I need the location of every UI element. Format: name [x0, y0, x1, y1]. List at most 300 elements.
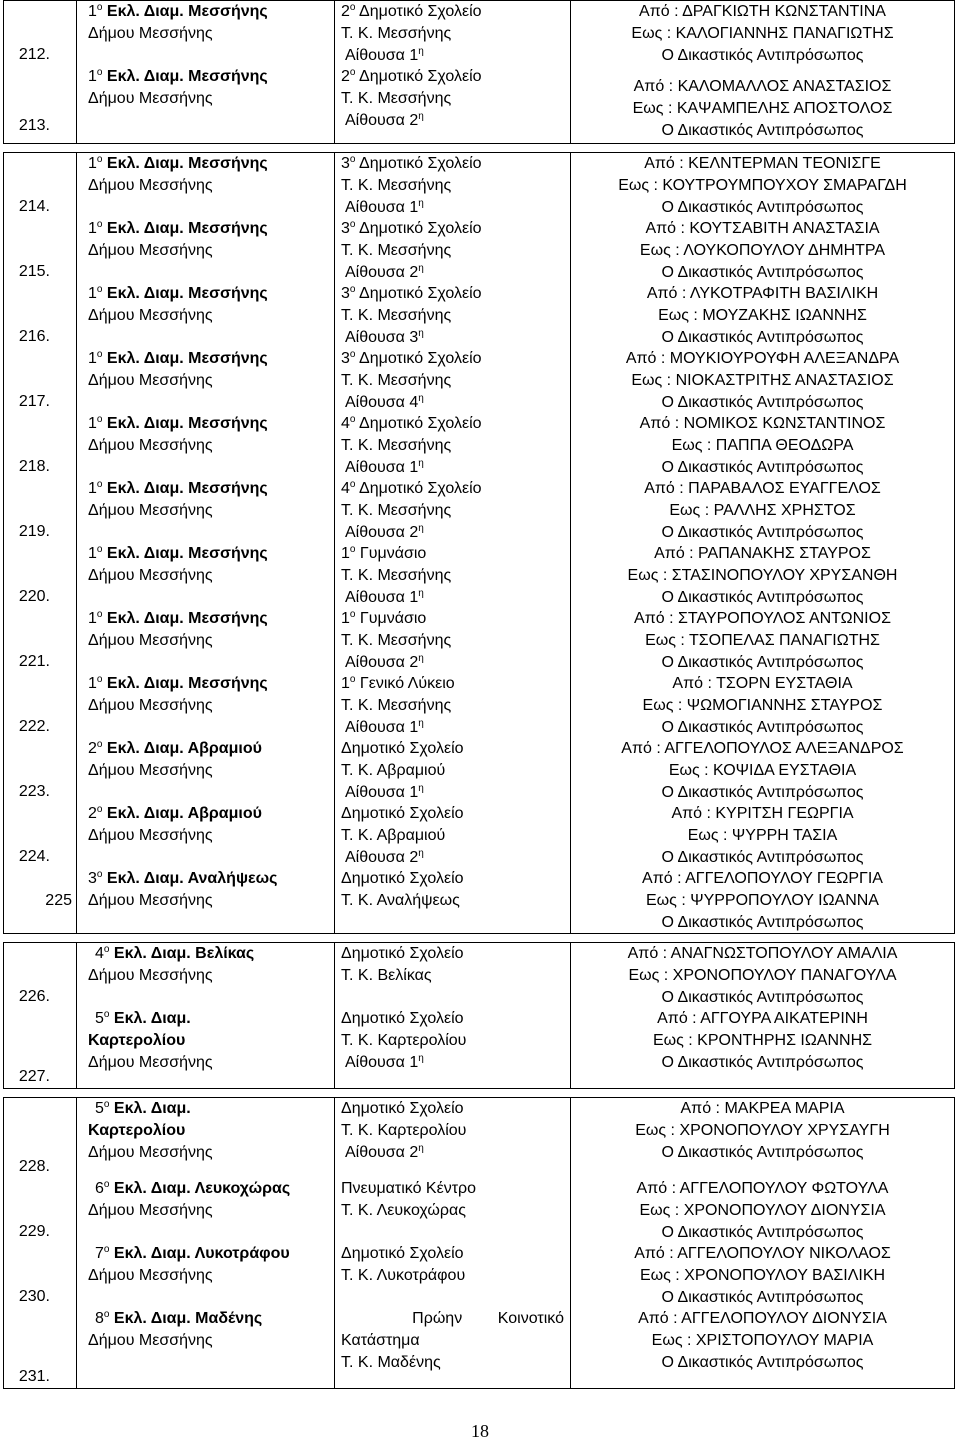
- ordinal-suffix: ο: [96, 544, 103, 555]
- community: Τ. Κ. Μεσσήνης: [341, 632, 452, 649]
- station-name: Εκλ. Διαμ. Μεσσήνης: [102, 610, 268, 627]
- school-name: Δημοτικό Σχολείο: [341, 740, 464, 757]
- station-name: Εκλ. Διαμ. Μεσσήνης: [102, 220, 268, 237]
- location-cell: [335, 1098, 571, 1178]
- station-area: Καρτερολίου: [88, 1122, 186, 1139]
- location-cell: [335, 1, 571, 66]
- location-cell: [335, 66, 571, 143]
- range-to: Εως : ΚΑΛΟΓΙΑΝΝΗΣ ΠΑΝΑΓΙΩΤΗΣ: [631, 25, 894, 42]
- school-name: Γυμνάσιο: [355, 545, 427, 562]
- school-number: 4: [341, 415, 350, 432]
- judicial-representative: Ο Δικαστικός Αντιπρόσωπος: [661, 784, 864, 801]
- ordinal-suffix: ο: [96, 869, 103, 880]
- station-name: Εκλ. Διαμ. Αβραμιού: [102, 805, 262, 822]
- row-number: 230.: [18, 1288, 50, 1305]
- judicial-representative: Ο Δικαστικός Αντιπρόσωπος: [661, 1289, 864, 1306]
- range-to: Εως : ΚΟΨΙΔΑ ΕΥΣΤΑΘΙΑ: [668, 762, 857, 779]
- school-number: 1: [341, 545, 350, 562]
- room-line: [335, 392, 570, 414]
- station-line: [77, 943, 334, 965]
- range-from: Από : ΑΓΓΕΛΟΠΟΥΛΟΥ ΦΩΤΟΥΛΑ: [636, 1180, 889, 1197]
- ordinal-suffix: ο: [349, 544, 356, 555]
- ordinal-suffix: η: [418, 653, 424, 664]
- community: Τ. Κ. Μεσσήνης: [341, 372, 452, 389]
- row-number-cell: [3, 1, 77, 66]
- station-name: Εκλ. Διαμ.: [109, 1010, 191, 1027]
- row-number: 220.: [18, 588, 50, 605]
- voter-range-cell: [571, 283, 955, 348]
- community: Τ. Κ. Μεσσήνης: [341, 502, 452, 519]
- room: Αίθουσα 1: [345, 47, 419, 64]
- page-number: 18: [471, 1421, 489, 1441]
- station-municipality: Δήμου Μεσσήνης: [88, 372, 213, 389]
- community: Κατάστημα: [341, 1332, 420, 1349]
- table-row: [3, 1008, 955, 1088]
- station-line: [77, 673, 334, 695]
- ordinal-suffix: ο: [349, 284, 356, 295]
- station-ordinal: 1: [88, 3, 97, 20]
- station-line: [77, 478, 334, 500]
- ordinal-suffix: ο: [349, 67, 356, 78]
- community: Τ. Κ. Μεσσήνης: [341, 90, 452, 107]
- row-number-cell: [3, 543, 77, 608]
- station-municipality: Δήμου Μεσσήνης: [88, 307, 213, 324]
- row-number: 231.: [18, 1368, 50, 1385]
- school-number: 4: [341, 480, 350, 497]
- ordinal-suffix: η: [418, 111, 424, 122]
- voter-range-cell: [571, 803, 955, 868]
- community: Τ. Κ. Μεσσήνης: [341, 25, 452, 42]
- range-to: Εως : ΠΑΠΠΑ ΘΕΟΔΩΡΑ: [671, 437, 854, 454]
- station-line: [77, 803, 334, 825]
- school-number: 3: [341, 155, 350, 172]
- school-number: 3: [341, 285, 350, 302]
- location-line: [335, 1098, 570, 1120]
- range-to: Εως : ΚΡΟΝΤΗΡΗΣ ΙΩΑΝΝΗΣ: [652, 1032, 873, 1049]
- ordinal-suffix: η: [418, 458, 424, 469]
- ordinal-suffix: ο: [96, 674, 103, 685]
- range-from: Από : ΚΕΛΝΤΕΡΜΑΝ ΤΕΟΝΙΣΓΕ: [644, 155, 881, 172]
- station-ordinal: 1: [88, 415, 97, 432]
- judicial-representative: Ο Δικαστικός Αντιπρόσωπος: [661, 199, 864, 216]
- ordinal-suffix: ο: [103, 1244, 110, 1255]
- row-number: 225: [45, 891, 72, 909]
- room: Αίθουσα 1: [345, 1054, 419, 1071]
- voter-range-cell: [571, 1308, 955, 1388]
- location-line: [335, 608, 570, 630]
- school-name: Πνευματικό Κέντρο: [341, 1180, 477, 1197]
- ordinal-suffix: ο: [349, 154, 356, 165]
- station-cell: [77, 1308, 335, 1388]
- ordinal-suffix: ο: [103, 944, 110, 955]
- school-name: Δημοτικό Σχολείο: [355, 285, 482, 302]
- range-to: Εως : ΣΤΑΣΙΝΟΠΟΥΛΟΥ ΧΡΥΣΑΝΘΗ: [627, 567, 898, 584]
- station-ordinal: 2: [88, 740, 97, 757]
- judicial-representative: Ο Δικαστικός Αντιπρόσωπος: [661, 1054, 864, 1071]
- location-line: [335, 1243, 570, 1265]
- table-row: [3, 803, 955, 868]
- station-line: [77, 1243, 334, 1265]
- range-from: Από : ΑΓΓΕΛΟΠΟΥΛΟΥ ΓΕΩΡΓΙΑ: [642, 870, 883, 887]
- station-ordinal: 2: [88, 805, 97, 822]
- station-ordinal: 3: [88, 870, 97, 887]
- community: Τ. Κ. Μεσσήνης: [341, 697, 452, 714]
- voter-range-cell: [571, 543, 955, 608]
- row-number-cell: [3, 1243, 77, 1308]
- station-municipality: Δήμου Μεσσήνης: [88, 242, 213, 259]
- range-from: Από : ΤΣΟΡΝ ΕΥΣΤΑΘΙΑ: [672, 675, 853, 692]
- row-number: 227.: [18, 1068, 50, 1085]
- table-group: [3, 942, 955, 1089]
- station-name: Εκλ. Διαμ. Μαδένης: [109, 1310, 263, 1327]
- station-line: [77, 153, 334, 175]
- station-line: [77, 1178, 334, 1200]
- station-municipality: Δήμου Μεσσήνης: [88, 967, 213, 984]
- school-name-2: Κοινοτικό: [497, 1310, 564, 1327]
- range-to: Εως : ΜΟΥΖΑΚΗΣ ΙΩΑΝΝΗΣ: [658, 307, 867, 324]
- voter-range-cell: [571, 1098, 955, 1178]
- room-line: [335, 587, 570, 609]
- school-name: Γυμνάσιο: [355, 610, 427, 627]
- station-name: Εκλ. Διαμ. Μεσσήνης: [102, 285, 268, 302]
- range-to: Εως : ΧΡΟΝΟΠΟΥΛΟΥ ΠΑΝΑΓΟΥΛΑ: [628, 967, 897, 984]
- location-line: [335, 943, 570, 965]
- room: Αίθουσα 2: [345, 849, 419, 866]
- judicial-representative: Ο Δικαστικός Αντιπρόσωπος: [661, 1224, 864, 1241]
- ordinal-suffix: η: [418, 848, 424, 859]
- row-number: 214.: [18, 198, 50, 215]
- voter-range-cell: [571, 66, 955, 143]
- range-to: Εως : ΡΑΛΛΗΣ ΧΡΗΣΤΟΣ: [669, 502, 856, 519]
- judicial-representative: Ο Δικαστικός Αντιπρόσωπος: [661, 589, 864, 606]
- location-line: [335, 413, 570, 435]
- row-number: 229.: [18, 1223, 50, 1240]
- station-municipality: Δήμου Μεσσήνης: [88, 1332, 213, 1349]
- table-row: [3, 738, 955, 803]
- location-line: [335, 543, 570, 565]
- judicial-representative: Ο Δικαστικός Αντιπρόσωπος: [661, 122, 864, 139]
- row-number: 222.: [18, 718, 50, 735]
- location-cell: [335, 218, 571, 283]
- station-line: [77, 1098, 334, 1120]
- room-line: [335, 197, 570, 219]
- community: Τ. Κ. Μεσσήνης: [341, 307, 452, 324]
- room: Αίθουσα 2: [345, 112, 419, 129]
- school-name: Δημοτικό Σχολείο: [341, 1100, 464, 1117]
- station-cell: [77, 673, 335, 738]
- room: Αίθουσα 1: [345, 459, 419, 476]
- community: Τ. Κ. Λυκοτράφου: [341, 1267, 466, 1284]
- ordinal-suffix: ο: [96, 739, 103, 750]
- station-cell: [77, 1178, 335, 1243]
- row-number: 224.: [18, 848, 50, 865]
- station-municipality: Δήμου Μεσσήνης: [88, 762, 213, 779]
- station-municipality: Δήμου Μεσσήνης: [88, 567, 213, 584]
- voter-range-cell: [571, 218, 955, 283]
- voter-range-cell: [571, 348, 955, 413]
- range-from: Από : ΔΡΑΓΚΙΩΤΗ ΚΩΝΣΤΑΝΤΙΝΑ: [639, 3, 886, 20]
- room: Αίθουσα 3: [345, 329, 419, 346]
- voter-range-cell: [571, 1008, 955, 1088]
- judicial-representative: Ο Δικαστικός Αντιπρόσωπος: [661, 47, 864, 64]
- station-line: [77, 413, 334, 435]
- ordinal-suffix: η: [418, 328, 424, 339]
- ordinal-suffix: ο: [96, 2, 103, 13]
- judicial-representative: Ο Δικαστικός Αντιπρόσωπος: [661, 719, 864, 736]
- station-line: [77, 283, 334, 305]
- voter-range-cell: [571, 1, 955, 66]
- station-line: [77, 1008, 334, 1030]
- row-number: 212.: [18, 46, 50, 63]
- station-ordinal: 5: [95, 1100, 104, 1117]
- judicial-representative: Ο Δικαστικός Αντιπρόσωπος: [661, 264, 864, 281]
- location-line: [335, 1008, 570, 1030]
- station-cell: [77, 348, 335, 413]
- ordinal-suffix: ο: [96, 67, 103, 78]
- row-number: 216.: [18, 328, 50, 345]
- location-line: [335, 803, 570, 825]
- table-row: [3, 943, 955, 1008]
- ordinal-suffix: η: [418, 263, 424, 274]
- station-line: [77, 543, 334, 565]
- row-number-cell: [3, 738, 77, 803]
- range-to: Εως : ΛΟΥΚΟΠΟΥΛΟΥ ΔΗΜΗΤΡΑ: [639, 242, 886, 259]
- location-cell: [335, 1308, 571, 1388]
- school-name: Δημοτικό Σχολείο: [355, 350, 482, 367]
- range-from: Από : ΑΓΓΕΛΟΠΟΥΛΟΣ ΑΛΕΞΑΝΔΡΟΣ: [621, 740, 904, 757]
- range-to: Εως : ΧΡΙΣΤΟΠΟΥΛΟΥ ΜΑΡΙΑ: [651, 1332, 874, 1349]
- room-line: [335, 262, 570, 284]
- room-line: [335, 652, 570, 674]
- range-to: Εως : ΧΡΟΝΟΠΟΥΛΟΥ ΧΡΥΣΑΥΓΗ: [635, 1122, 890, 1139]
- ordinal-suffix: ο: [96, 349, 103, 360]
- ordinal-suffix: η: [418, 588, 424, 599]
- school-number: 2: [341, 3, 350, 20]
- range-to: Εως : ΚΑΨΑΜΠΕΛΗΣ ΑΠΟΣΤΟΛΟΣ: [632, 100, 893, 117]
- row-number-cell: [3, 348, 77, 413]
- station-ordinal: 6: [95, 1180, 104, 1197]
- ordinal-suffix: η: [418, 718, 424, 729]
- location-cell: [335, 803, 571, 868]
- station-line: [77, 348, 334, 370]
- judicial-representative: Ο Δικαστικός Αντιπρόσωπος: [661, 459, 864, 476]
- table-row: [3, 673, 955, 738]
- station-cell: [77, 283, 335, 348]
- school-name: Γενικό Λύκειο: [355, 675, 455, 692]
- row-number: 221.: [18, 653, 50, 670]
- ordinal-suffix: η: [418, 1053, 424, 1064]
- station-cell: [77, 1098, 335, 1178]
- judicial-representative: Ο Δικαστικός Αντιπρόσωπος: [661, 914, 864, 931]
- table-row: [3, 1308, 955, 1388]
- range-from: Από : ΚΑΛΟΜΑΛΛΟΣ ΑΝΑΣΤΑΣΙΟΣ: [633, 78, 892, 95]
- range-from: Από : ΚΥΡΙΤΣΗ ΓΕΩΡΓΙΑ: [671, 805, 854, 822]
- station-name: Εκλ. Διαμ. Λευκοχώρας: [109, 1180, 291, 1197]
- station-municipality: Δήμου Μεσσήνης: [88, 827, 213, 844]
- station-municipality: Δήμου Μεσσήνης: [88, 1144, 213, 1161]
- range-from: Από : ΝΟΜΙΚΟΣ ΚΩΝΣΤΑΝΤΙΝΟΣ: [639, 415, 886, 432]
- station-cell: [77, 543, 335, 608]
- location-line: [335, 1308, 570, 1330]
- ordinal-suffix: ο: [96, 804, 103, 815]
- row-number-cell: [3, 1308, 77, 1388]
- range-from: Από : ΣΤΑΥΡΟΠΟΥΛΟΣ ΑΝΤΩΝΙΟΣ: [634, 610, 891, 627]
- room: Αίθουσα 4: [345, 394, 419, 411]
- row-number: 215.: [18, 263, 50, 280]
- row-number-cell: [3, 413, 77, 478]
- school-name: Δημοτικό Σχολείο: [355, 220, 482, 237]
- school-number: 1: [341, 610, 350, 627]
- judicial-representative: Ο Δικαστικός Αντιπρόσωπος: [661, 849, 864, 866]
- community: Τ. Κ. Μεσσήνης: [341, 567, 452, 584]
- ordinal-suffix: ο: [349, 2, 356, 13]
- community: Τ. Κ. Βελίκας: [341, 967, 432, 984]
- voter-range-cell: [571, 943, 955, 1008]
- location-cell: [335, 608, 571, 673]
- station-ordinal: 1: [88, 285, 97, 302]
- station-line: [77, 738, 334, 760]
- location-line: [335, 478, 570, 500]
- room-line: [335, 1142, 570, 1164]
- school-name: Δημοτικό Σχολείο: [355, 3, 482, 20]
- room-line: [335, 457, 570, 479]
- station-ordinal: 1: [88, 350, 97, 367]
- community-2: Τ. Κ. Μαδένης: [341, 1354, 441, 1371]
- ordinal-suffix: ο: [96, 414, 103, 425]
- ordinal-suffix: ο: [103, 1309, 110, 1320]
- table-row: [3, 153, 955, 218]
- range-to: Εως : ΤΣΟΠΕΛΑΣ ΠΑΝΑΓΙΩΤΗΣ: [645, 632, 880, 649]
- station-name: Εκλ. Διαμ. Αναλήψεως: [102, 870, 278, 887]
- ordinal-suffix: ο: [349, 219, 356, 230]
- station-cell: [77, 1008, 335, 1088]
- room-line: [335, 1052, 570, 1074]
- room: Αίθουσα 1: [345, 589, 419, 606]
- voter-range-cell: [571, 413, 955, 478]
- school-name: Δημοτικό Σχολείο: [341, 870, 464, 887]
- row-number-cell: [3, 218, 77, 283]
- room-line: [335, 327, 570, 349]
- location-line: [335, 153, 570, 175]
- school-number: 1: [341, 675, 350, 692]
- station-ordinal: 1: [88, 675, 97, 692]
- station-municipality: Δήμου Μεσσήνης: [88, 892, 213, 909]
- location-cell: [335, 673, 571, 738]
- range-to: Εως : ΨΥΡΡΟΠΟΥΛΟΥ ΙΩΑΝΝΑ: [646, 892, 879, 909]
- station-ordinal: 1: [88, 610, 97, 627]
- row-number-cell: [3, 66, 77, 143]
- community: Τ. Κ. Αβραμιού: [341, 762, 446, 779]
- ordinal-suffix: η: [418, 783, 424, 794]
- location-line: [335, 218, 570, 240]
- station-ordinal: 1: [88, 480, 97, 497]
- station-cell: [77, 413, 335, 478]
- row-number-cell: [3, 153, 77, 218]
- judicial-representative: Ο Δικαστικός Αντιπρόσωπος: [661, 1354, 864, 1371]
- voter-range-cell: [571, 153, 955, 218]
- voter-range-cell: [571, 1243, 955, 1308]
- ordinal-suffix: ο: [349, 414, 356, 425]
- range-from: Από : ΑΓΓΟΥΡΑ ΑΙΚΑΤΕΡΙΝΗ: [657, 1010, 868, 1027]
- judicial-representative: Ο Δικαστικός Αντιπρόσωπος: [661, 524, 864, 541]
- community: Τ. Κ. Μεσσήνης: [341, 437, 452, 454]
- row-number: 226.: [18, 988, 50, 1005]
- voter-range-cell: [571, 673, 955, 738]
- room: Αίθουσα 1: [345, 719, 419, 736]
- station-municipality: Δήμου Μεσσήνης: [88, 1054, 213, 1071]
- station-cell: [77, 943, 335, 1008]
- station-ordinal: 4: [95, 945, 104, 962]
- station-line: [77, 868, 334, 890]
- school-name: Δημοτικό Σχολείο: [355, 415, 482, 432]
- room: Αίθουσα 1: [345, 784, 419, 801]
- row-number: 228.: [18, 1158, 50, 1175]
- ordinal-suffix: η: [418, 198, 424, 209]
- ordinal-suffix: ο: [349, 609, 356, 620]
- station-name: Εκλ. Διαμ.: [109, 1100, 191, 1117]
- ordinal-suffix: ο: [349, 349, 356, 360]
- station-municipality: Δήμου Μεσσήνης: [88, 502, 213, 519]
- ordinal-suffix: ο: [96, 219, 103, 230]
- table-row: [3, 1243, 955, 1308]
- station-cell: [77, 66, 335, 143]
- community: Τ. Κ. Μεσσήνης: [341, 242, 452, 259]
- row-number-cell: [3, 868, 77, 933]
- school-name: Δημοτικό Σχολείο: [355, 68, 482, 85]
- station-ordinal: 8: [95, 1310, 104, 1327]
- station-name: Εκλ. Διαμ. Μεσσήνης: [102, 545, 268, 562]
- table-row: [3, 413, 955, 478]
- table-group: [3, 152, 955, 934]
- row-number: 223.: [18, 783, 50, 800]
- location-line: [335, 283, 570, 305]
- school-name: Δημοτικό Σχολείο: [355, 480, 482, 497]
- range-from: Από : ΚΟΥΤΣΑΒΙΤΗ ΑΝΑΣΤΑΣΙΑ: [645, 220, 880, 237]
- room-line: [335, 717, 570, 739]
- table-row: [3, 66, 955, 143]
- station-name: Εκλ. Διαμ. Λυκοτράφου: [109, 1245, 290, 1262]
- station-name: Εκλ. Διαμ. Μεσσήνης: [102, 155, 268, 172]
- location-cell: [335, 348, 571, 413]
- range-to: Εως : ΝΙΟΚΑΣΤΡΙΤΗΣ ΑΝΑΣΤΑΣΙΟΣ: [631, 372, 894, 389]
- location-cell: [335, 868, 571, 933]
- judicial-representative: Ο Δικαστικός Αντιπρόσωπος: [661, 329, 864, 346]
- station-municipality: Δήμου Μεσσήνης: [88, 437, 213, 454]
- range-from: Από : ΑΓΓΕΛΟΠΟΥΛΟΥ ΔΙΟΝΥΣΙΑ: [638, 1310, 887, 1327]
- station-cell: [77, 1243, 335, 1308]
- station-municipality: Δήμου Μεσσήνης: [88, 25, 213, 42]
- room-line: [335, 847, 570, 869]
- station-area: Καρτερολίου: [88, 1032, 186, 1049]
- station-ordinal: 1: [88, 155, 97, 172]
- station-municipality: Δήμου Μεσσήνης: [88, 177, 213, 194]
- table-row: [3, 868, 955, 933]
- station-cell: [77, 153, 335, 218]
- range-from: Από : ΡΑΠΑΝΑΚΗΣ ΣΤΑΥΡΟΣ: [654, 545, 871, 562]
- table-row: [3, 1, 955, 66]
- station-ordinal: 1: [88, 220, 97, 237]
- row-number: 217.: [18, 393, 50, 410]
- station-cell: [77, 738, 335, 803]
- location-cell: [335, 1008, 571, 1088]
- ordinal-suffix: ο: [103, 1099, 110, 1110]
- ordinal-suffix: ο: [103, 1179, 110, 1190]
- range-from: Από : ΜΑΚΡΕΑ ΜΑΡΙΑ: [680, 1100, 845, 1117]
- location-cell: [335, 543, 571, 608]
- ordinal-suffix: ο: [349, 479, 356, 490]
- table-row: [3, 543, 955, 608]
- row-number: 219.: [18, 523, 50, 540]
